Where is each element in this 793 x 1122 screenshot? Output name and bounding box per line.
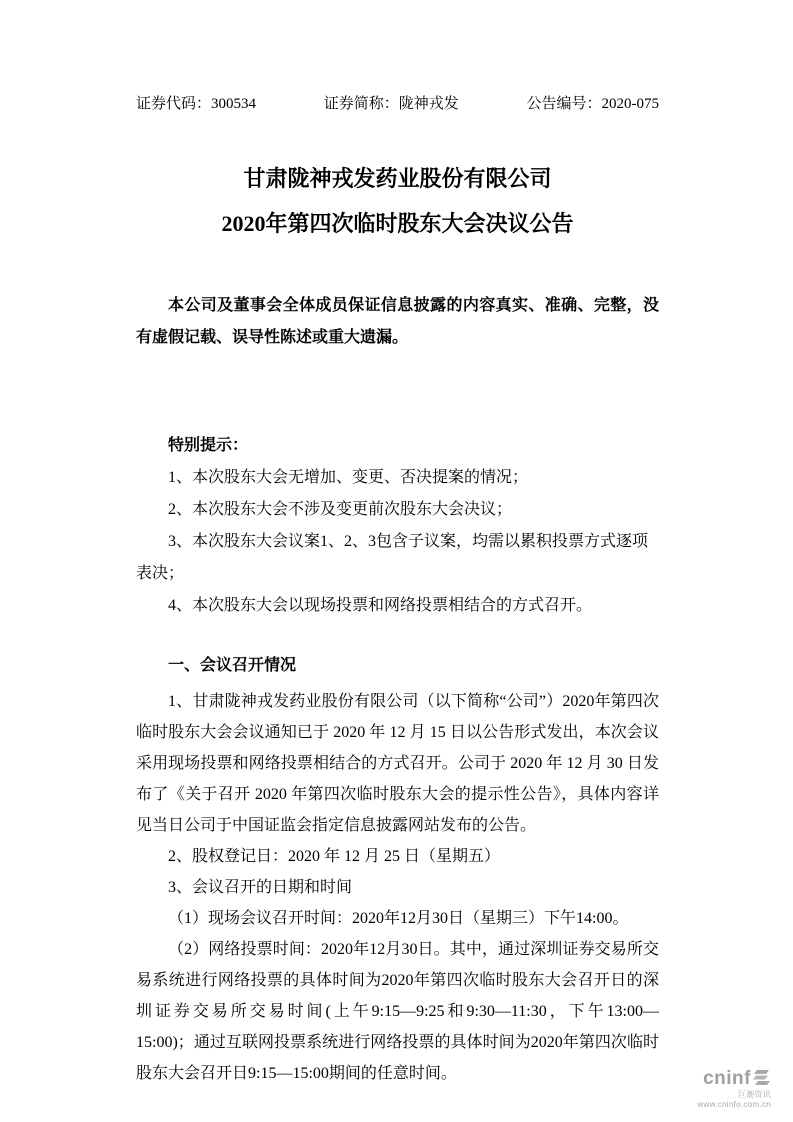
- paragraph: （2）网络投票时间：2020年12月30日。其中，通过深圳证券交易所交易系统进行网络投票的具体时间为2020年第四次临时股东大会召开日的深圳证券交易所交易时间(上午9:15—9:25和9:30—11:30，下午13:00—15:00)；通过互联网投票系统进行网络投票的具体时间为2020年第四次临时股东大会召开日9:15—15:00期间的任意时间。: [136, 941, 659, 1082]
- notice-item: 3、本次股东大会议案1、2、3包含子议案，均需以累积投票方式逐项表决；: [136, 533, 649, 582]
- special-notice-heading: 特别提示：: [168, 437, 249, 454]
- cninfo-brand-text: cninf: [703, 1067, 751, 1089]
- section-heading: 一、会议召开情况: [168, 657, 297, 674]
- document-title: [136, 156, 659, 246]
- special-notice-section: [136, 430, 659, 622]
- cninfo-caption-cn: 巨潮资讯: [737, 1090, 771, 1100]
- stock-name: 证券简称：陇神戎发: [323, 96, 459, 112]
- paragraph: 3、会议召开的日期和时间: [168, 879, 353, 896]
- cninfo-watermark: [697, 1068, 771, 1110]
- notice-item: 1、本次股东大会无增加、变更、否决提案的情况；: [168, 469, 529, 486]
- cninfo-caption-url: www.cninfo.com.cn: [697, 1100, 771, 1110]
- title-line-1: 甘肃陇神戎发药业股份有限公司: [243, 166, 552, 191]
- paragraph: 2、股权登记日：2020 年 12 月 25 日（星期五）: [168, 848, 501, 865]
- disclosure-statement: 本公司及董事会全体成员保证信息披露的内容真实、准确、完整，没有虚假记载、误导性陈述或重大遗漏。: [136, 297, 659, 346]
- document-header: [136, 94, 659, 114]
- notice-item: 2、本次股东大会不涉及变更前次股东大会决议；: [168, 501, 513, 518]
- meeting-convening-section: [136, 650, 659, 1089]
- paragraph: 1、甘肃陇神戎发药业股份有限公司（以下简称“公司”）2020年第四次临时股东大会会议通知已于 2020 年 12 月 15 日以公告形式发出，本次会议采用现场投票和网络投票相结合的方式召开。公司于 2020 年 12 月 30 日发布了《关于召开 2020 年第四次临时股东大会的提示性公告》，具体内容详见当日公司于中国证监会指定信息披露网站发布的公告。: [136, 693, 659, 834]
- notice-item: 4、本次股东大会以现场投票和网络投票相结合的方式召开。: [168, 597, 593, 614]
- paragraph: （1）现场会议召开时间：2020年12月30日（星期三）下午14:00。: [168, 910, 629, 927]
- cninfo-brand-row: [697, 1068, 771, 1091]
- announcement-number: 公告编号：2020-075: [526, 96, 659, 112]
- cninfo-logo-icon: [753, 1068, 771, 1091]
- stock-code: 证券代码：300534: [136, 96, 257, 112]
- document-content: [136, 94, 659, 1089]
- title-line-2: 2020年第四次临时股东大会决议公告: [221, 211, 574, 236]
